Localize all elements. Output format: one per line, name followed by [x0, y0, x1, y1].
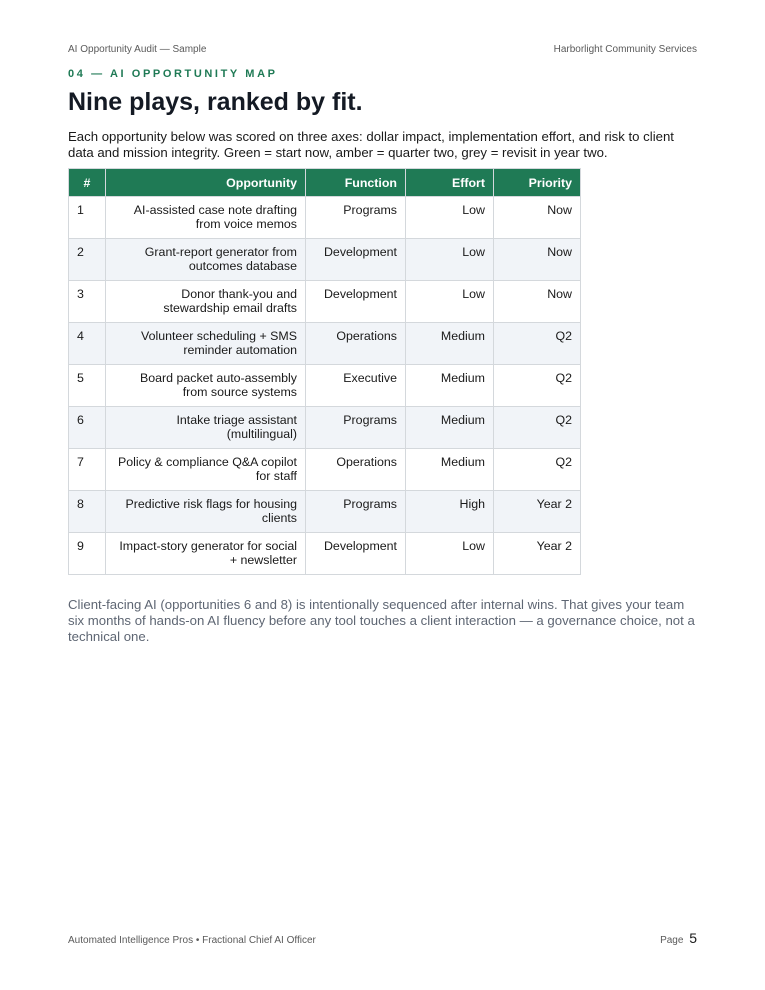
header-function: Function — [306, 169, 406, 197]
cell-priority: Now — [494, 197, 581, 239]
cell-opportunity: Impact-story generator for social + newsletter — [106, 533, 306, 575]
cell-number: 1 — [69, 197, 106, 239]
cell-opportunity: Grant-report generator from outcomes database — [106, 239, 306, 281]
cell-function: Development — [306, 281, 406, 323]
table-row — [69, 197, 581, 239]
cell-effort: Medium — [406, 407, 494, 449]
table-row — [69, 407, 581, 449]
cell-opportunity: Policy & compliance Q&A copilot for staff — [106, 449, 306, 491]
cell-number: 3 — [69, 281, 106, 323]
cell-number: 2 — [69, 239, 106, 281]
cell-opportunity: Donor thank-you and stewardship email drafts — [106, 281, 306, 323]
page-title: Nine plays, ranked by fit. — [68, 88, 363, 116]
cell-number: 6 — [69, 407, 106, 449]
intro-paragraph: Each opportunity below was scored on three axes: dollar impact, implementation effort, and risk to client data and mission integrity. Green = start now, amber = quarter two, grey = revisit in year two. — [68, 129, 674, 160]
cell-function: Operations — [306, 323, 406, 365]
table-row — [69, 323, 581, 365]
table-row — [69, 533, 581, 575]
header-priority: Priority — [494, 169, 581, 197]
cell-opportunity: Intake triage assistant (multilingual) — [106, 407, 306, 449]
cell-opportunity: Volunteer scheduling + SMS reminder automation — [106, 323, 306, 365]
cell-number: 8 — [69, 491, 106, 533]
header-number: # — [69, 169, 106, 197]
cell-effort: Low — [406, 533, 494, 575]
page-label: Page — [660, 935, 684, 946]
cell-priority: Q2 — [494, 449, 581, 491]
cell-function: Programs — [306, 197, 406, 239]
cell-effort: Low — [406, 281, 494, 323]
cell-function: Executive — [306, 365, 406, 407]
footer-credit: Automated Intelligence Pros • Fractional Chief AI Officer — [68, 935, 316, 946]
table-row — [69, 449, 581, 491]
cell-effort: Medium — [406, 449, 494, 491]
cell-opportunity: AI-assisted case note drafting from voice memos — [106, 197, 306, 239]
cell-function: Programs — [306, 491, 406, 533]
table-header-row — [69, 169, 581, 197]
running-header — [68, 44, 697, 55]
cell-priority: Year 2 — [494, 533, 581, 575]
cell-priority: Now — [494, 281, 581, 323]
cell-function: Programs — [306, 407, 406, 449]
running-footer — [68, 930, 697, 946]
table-row — [69, 239, 581, 281]
table-row — [69, 491, 581, 533]
cell-priority: Year 2 — [494, 491, 581, 533]
cell-number: 4 — [69, 323, 106, 365]
table-row — [69, 365, 581, 407]
cell-number: 9 — [69, 533, 106, 575]
closing-note: Client-facing AI (opportunities 6 and 8) is intentionally sequenced after internal wins. That gives your team six months of hands-on AI fluency before any tool touches a client interaction — a governance choice, not a technical one. — [68, 597, 695, 644]
cell-effort: High — [406, 491, 494, 533]
table-row — [69, 281, 581, 323]
cell-function: Operations — [306, 449, 406, 491]
page-number: 5 — [689, 930, 697, 946]
cell-effort: Medium — [406, 365, 494, 407]
cell-function: Development — [306, 239, 406, 281]
cell-opportunity: Predictive risk flags for housing clients — [106, 491, 306, 533]
opportunity-table — [68, 168, 581, 575]
document-title: AI Opportunity Audit — Sample — [68, 44, 207, 55]
header-effort: Effort — [406, 169, 494, 197]
cell-effort: Medium — [406, 323, 494, 365]
cell-priority: Now — [494, 239, 581, 281]
cell-priority: Q2 — [494, 323, 581, 365]
section-eyebrow: 04 — AI OPPORTUNITY MAP — [68, 68, 278, 80]
page-indicator — [660, 930, 697, 946]
cell-number: 5 — [69, 365, 106, 407]
client-name: Harborlight Community Services — [553, 44, 697, 55]
cell-number: 7 — [69, 449, 106, 491]
cell-effort: Low — [406, 197, 494, 239]
cell-priority: Q2 — [494, 407, 581, 449]
cell-function: Development — [306, 533, 406, 575]
header-opportunity: Opportunity — [106, 169, 306, 197]
cell-priority: Q2 — [494, 365, 581, 407]
cell-opportunity: Board packet auto-assembly from source systems — [106, 365, 306, 407]
cell-effort: Low — [406, 239, 494, 281]
